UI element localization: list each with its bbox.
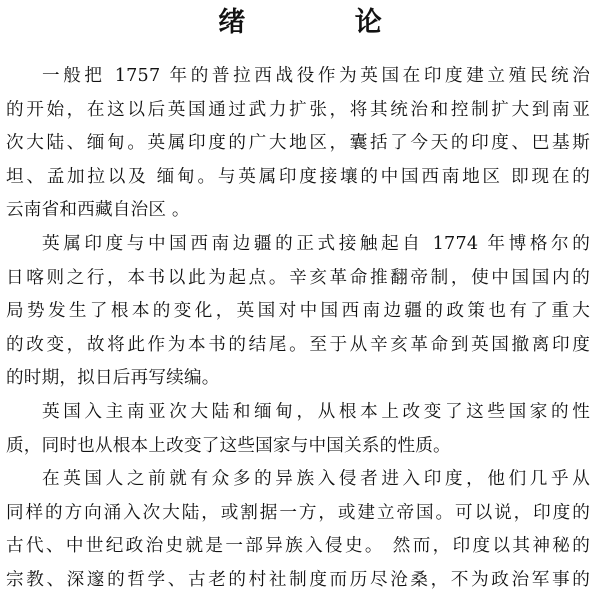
text-line: 一般把 1757 年的普拉西战役作为英国在印度建立殖民统治 (42, 66, 590, 86)
text-line: 同样的方向涌入次大陆，或割据一方，或建立帝国。可以说，印度的 (6, 502, 590, 523)
text-line: 质，同时也从根本上改变了这些国家与中国关系的性质。 (6, 435, 451, 456)
text-line: 英国入主南亚次大陆和缅甸，从根本上改变了这些国家的性 (42, 401, 590, 422)
text-line: 古代、中世纪政治史就是一部异族入侵史。 然而，印度以其神秘的 (6, 536, 590, 557)
text-line: 英属印度与中国西南边疆的正式接触起自 1774 年博格尔的 (42, 233, 590, 254)
text-line: 宗教、深邃的哲学、古老的村社制度而历尽沧桑，不为政治军事的 (6, 569, 590, 590)
text-line: 局势发生了根本的变化，英国对中国西南边疆的政策也有了重大 (6, 301, 590, 322)
text-line: 坦、孟加拉以及 缅甸。与英属印度接壤的中国西南地区 即现在的 (6, 166, 590, 187)
text-line: 的时期，拟日后再写续编。 (6, 368, 220, 389)
body-text (6, 60, 590, 598)
text-line: 的改变，故将此作为本书的结尾。至于从辛亥革命到英国撤离印度 (6, 334, 590, 355)
text-line: 云南省和西藏自治区 。 (6, 200, 190, 221)
text-line: 次大陆、缅甸。英属印度的广大地区，囊括了今天的印度、巴基斯 (6, 133, 590, 154)
chapter-title: 绪 论 (218, 7, 432, 38)
text-line: 的开始，在这以后英国通过武力扩张，将其统治和控制扩大到南亚 (6, 99, 590, 120)
text-line: 在英国人之前就有众多的异族入侵者进入印度，他们几乎从 (42, 469, 590, 490)
text-line: 日喀则之行，本书以此为起点。辛亥革命推翻帝制，使中国国内的 (6, 267, 590, 288)
